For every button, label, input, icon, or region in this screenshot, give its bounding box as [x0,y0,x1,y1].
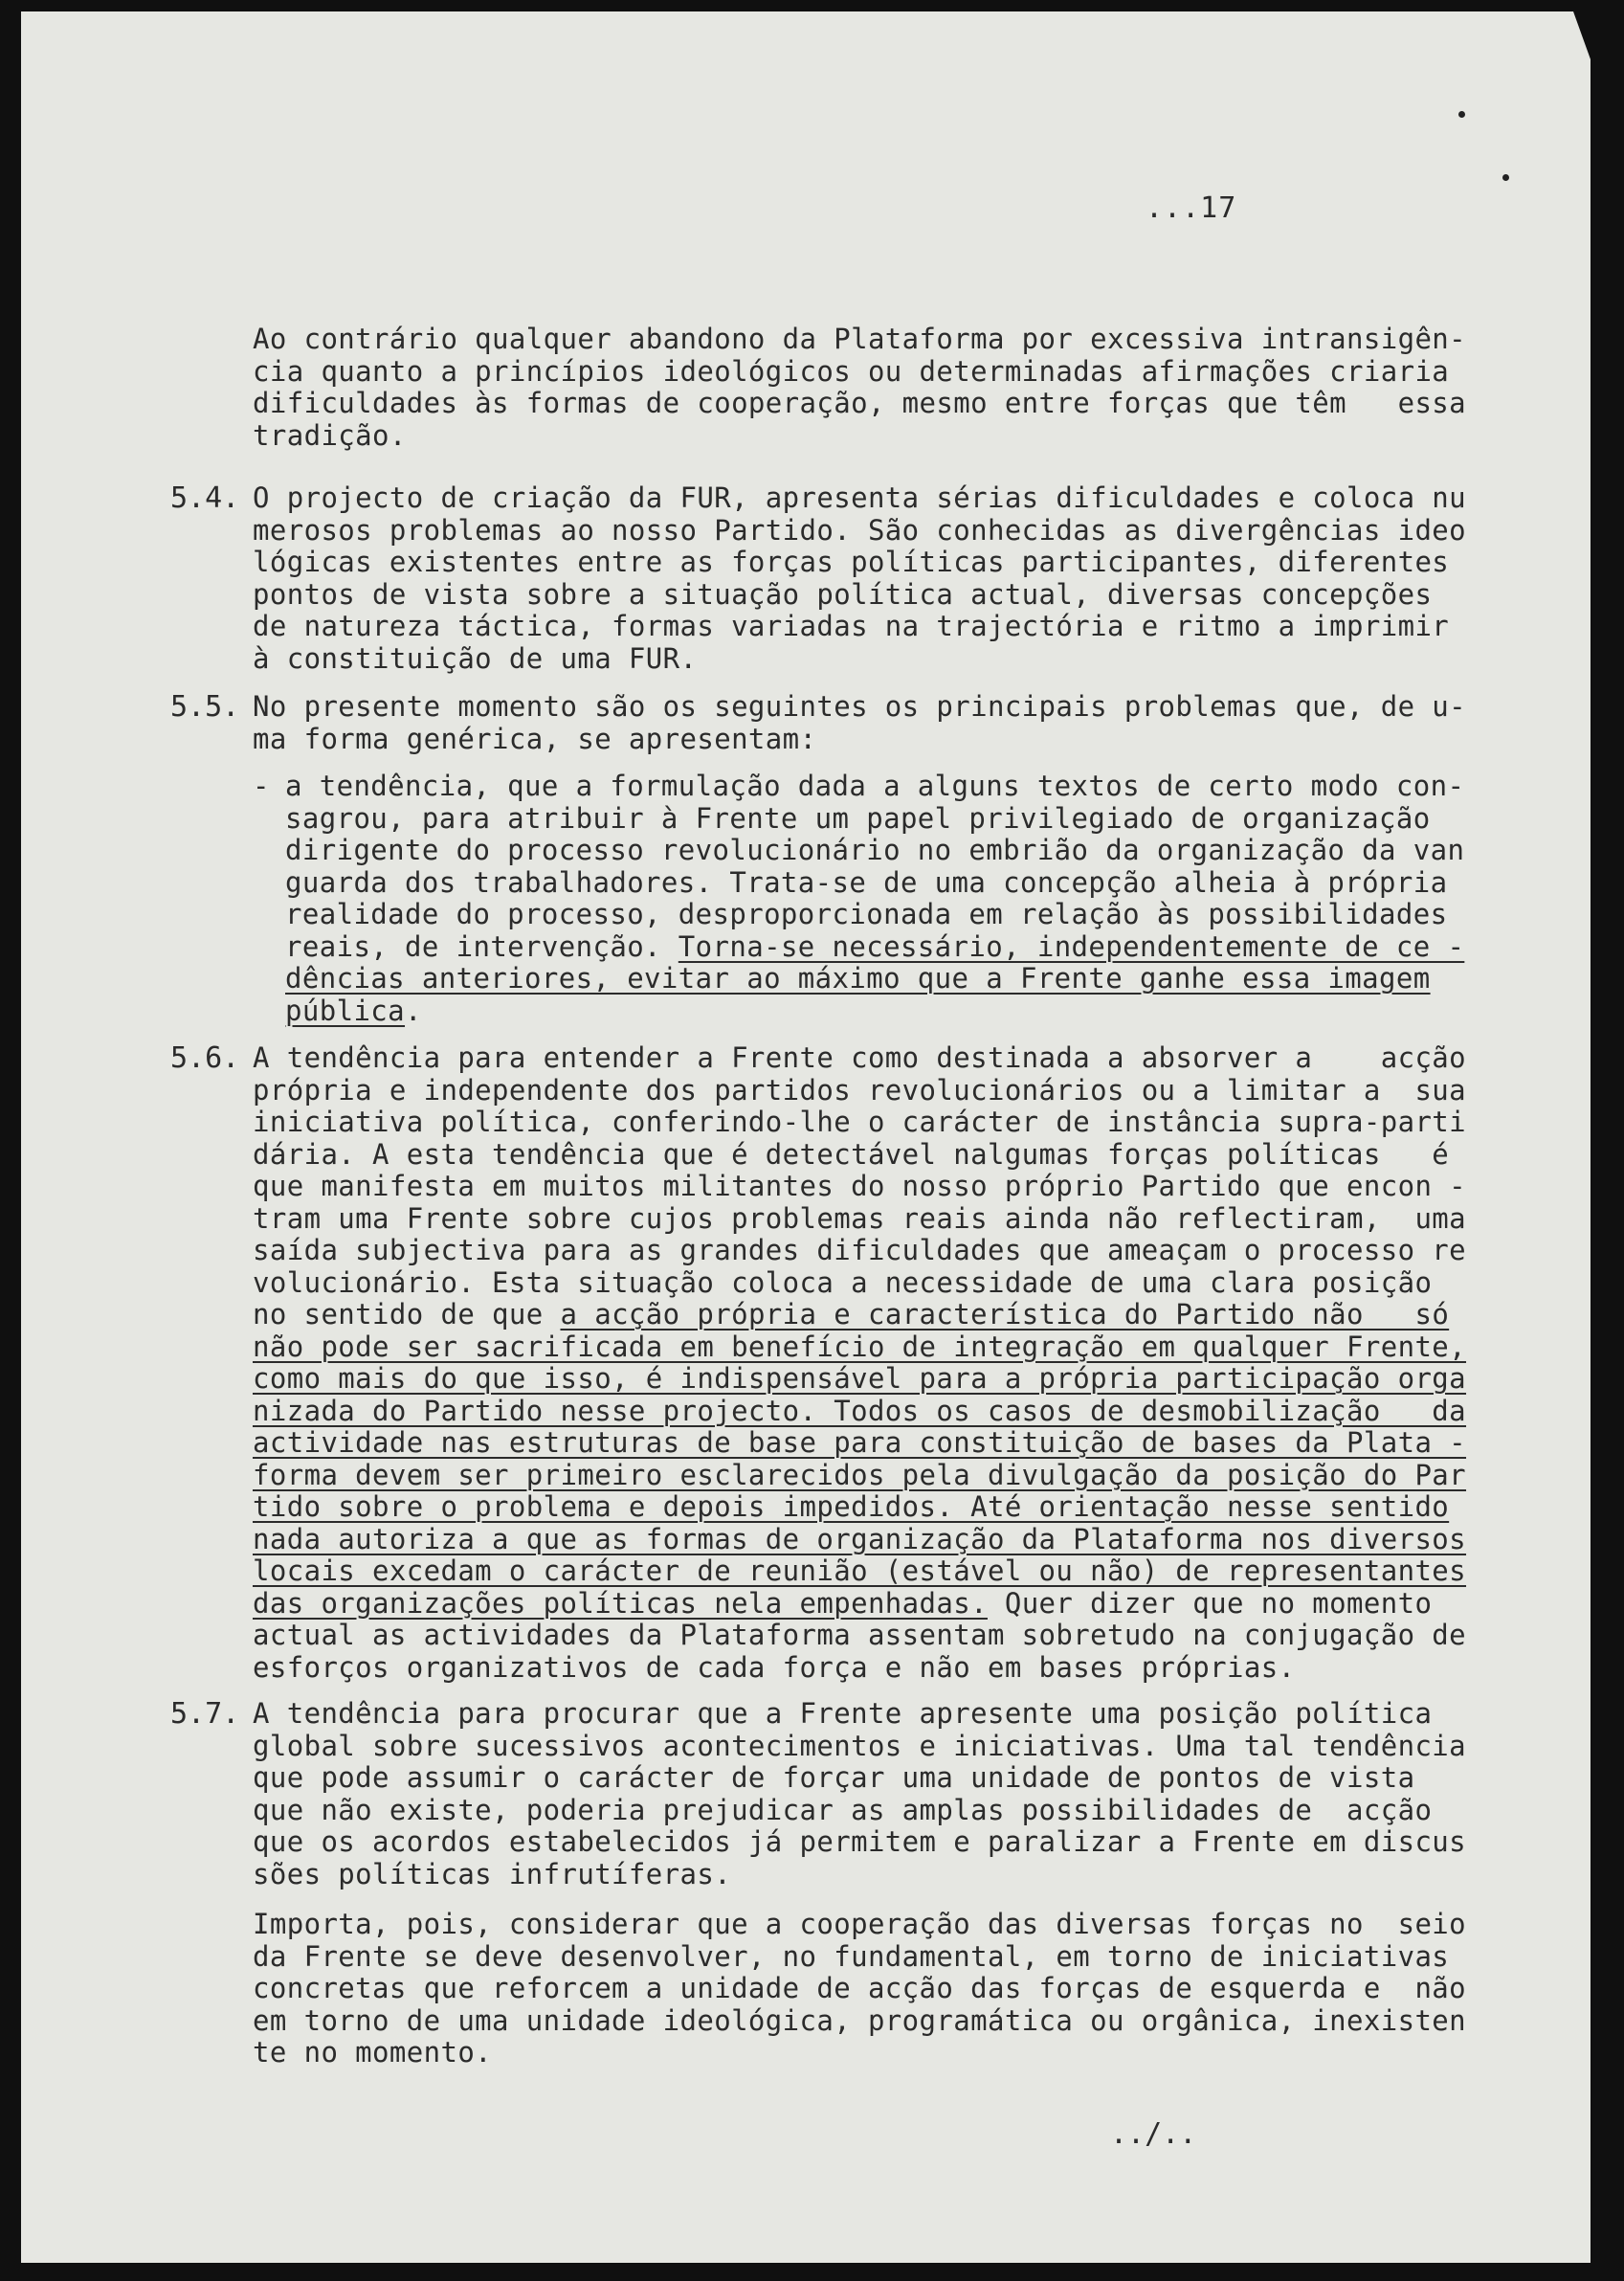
section-text: No presente momento são os seguintes os principais problemas que, de u- ma forma genérica, se apresentam: [253,690,1467,755]
section-text [253,1041,1467,1684]
ink-speck [1458,111,1465,118]
item-end: . [405,994,422,1027]
item-underlined-text: Torna-se necessário, independentemente de ce - dências anteriores, evitar ao máximo que a Frente ganhe essa imagem pública [285,929,1465,1027]
section-number: 5.6. [170,1041,240,1075]
document-page [21,11,1591,2263]
section-underlined-text: a acção própria e característica do Partido não só não pode ser sacrificada em benefício de integração em qualquer Frente, como mais do que isso, é indispensável para a própria participação orga nizada do Partido nesse projecto. Todos os casos de desmobilização da actividade nas estruturas de base para constituição de bases da Plata - forma devem ser primeiro esclarecidos pela divulgação da posição do Par tido sobre o problema e depois impedidos. Até orientação nesse sentido nada autoriza a que as formas de organização da Plataforma nos diversos locais excedam o carácter de reunião (estável ou não) de representantes das organizações políticas nela empenhadas. [253,1298,1467,1620]
section-tail-text: Quer dizer que no momento actual as actividades da Plataforma assentam sobretudo na conjugação de esforços organizativos de cada força e não em bases próprias. [253,1586,1467,1684]
section-number: 5.5. [170,690,240,724]
list-dash: - [253,770,270,802]
section-text: O projecto de criação da FUR, apresenta sérias dificuldades e coloca nu merosos problemas ao nosso Partido. São conhecidas as divergências ideo lógicas existentes entre as forças políticas participantes, diferentes pontos de vista sobre a situação política actual, diversas concepções de natureza táctica, formas variadas na trajectória e ritmo a imprimir à constituição de uma FUR. [253,481,1467,675]
section-plain-text: A tendência para entender a Frente como destinada a absorver a acção própria e independente dos partidos revolucionários ou a limitar a sua iniciativa política, conferindo-lhe o carácter de instância supra-parti dária. A esta tendência que é detectável nalgumas forças políticas é que manifesta em muitos militantes do nosso próprio Partido que encon - tram uma Frente sobre cujos problemas reais ainda não reflectiram, uma saída subjectiva para as grandes dificuldades que ameaçam o processo re volucionário. Esta situação coloca a necessidade de uma clara posição no sentido de que [253,1041,1467,1331]
closing-text: Importa, pois, considerar que a cooperação das diversas forças no seio da Frente se deve desenvolver, no fundamental, em torno de iniciativas concretas que reforcem a unidade de acção das forças de esquerda e não em torno de uma unidade ideológica, programática ou orgânica, inexisten te no momento. [253,1908,1467,2069]
ink-speck [1502,174,1509,181]
list-item-text [285,770,1465,1027]
section-number: 5.7. [170,1697,240,1731]
section-text: A tendência para procurar que a Frente apresente uma posição política global sobre sucessivos acontecimentos e iniciativas. Uma tal tendência que pode assumir o carácter de forçar uma unidade de pontos de vista que não existe, poderia prejudicar as amplas possibilidades de acção que os acordos estabelecidos já permitem e paralizar a Frente em discus sões políticas infrutíferas. [253,1697,1467,1890]
page-corner-fold [1573,11,1591,59]
item-text: a tendência, que a formulação dada a alguns textos de certo modo con- sagrou, para atribuir à Frente um papel privilegiado de organização dirigente do processo revolucionário no embrião da organização da van guarda dos trabalhadores. Trata-se de uma concepção alheia à própria realidade do processo, desproporcionada em relação às possibilidades reais, de intervenção. [285,770,1465,963]
section-number: 5.4. [170,481,240,515]
intro-text: Ao contrário qualquer abandono da Plataforma por excessiva intransigên- cia quanto a princípios ideológicos ou determinadas afirmações criaria dificuldades às formas de cooperação, mesmo entre forças que têm essa tradição. [253,323,1467,452]
page-number: ...17 [1146,191,1237,225]
continuation-mark: ../.. [1110,2117,1197,2151]
